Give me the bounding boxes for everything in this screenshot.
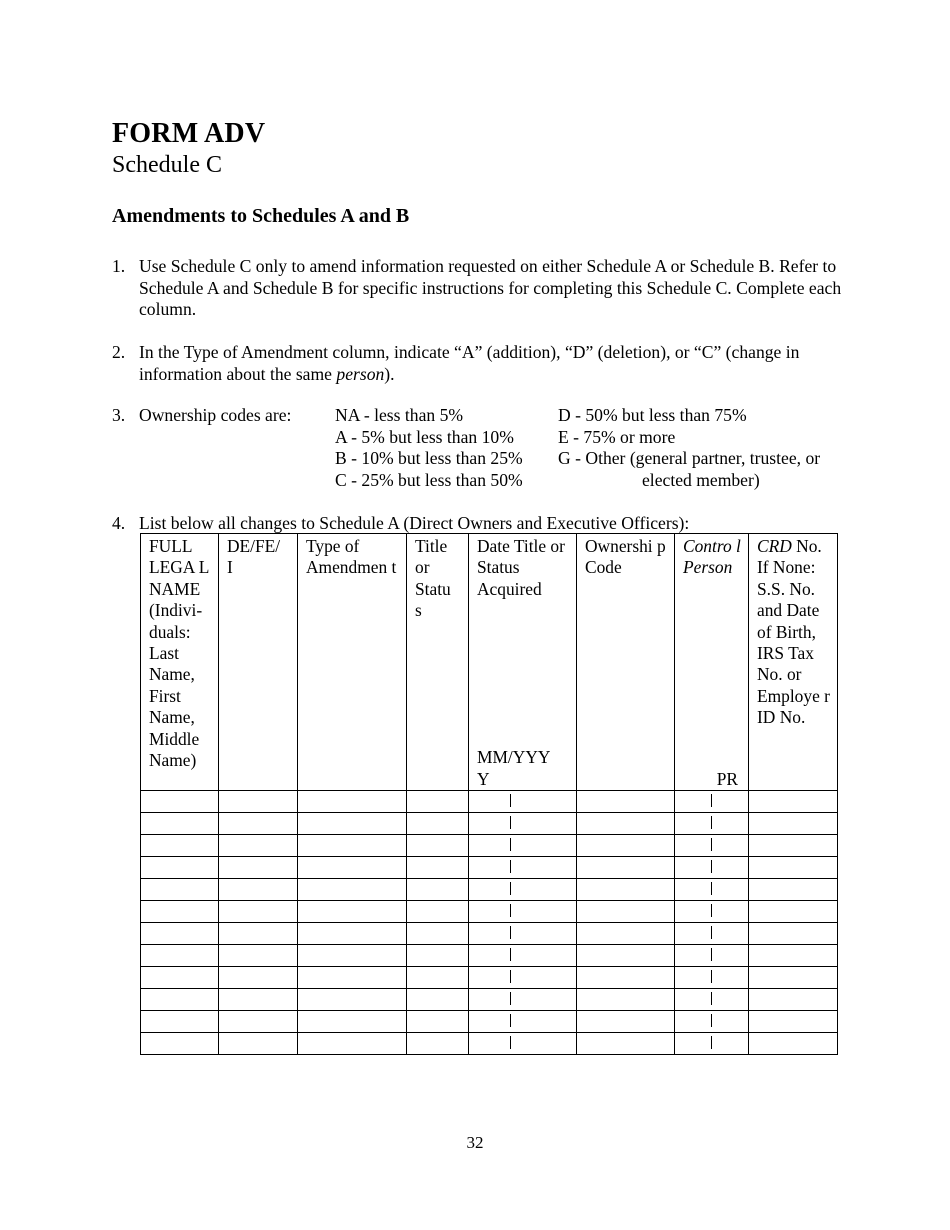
cell-full-name[interactable] — [141, 901, 219, 923]
cell-de-fe-i[interactable] — [219, 813, 298, 835]
date-separator — [510, 948, 511, 961]
amendments-table — [140, 533, 838, 1055]
cell-title-or-status[interactable] — [407, 813, 469, 835]
instruction-2 — [112, 342, 852, 385]
col-header-ownership-code: Ownershi p Code — [577, 534, 675, 791]
cell-ownership-code[interactable] — [577, 1011, 675, 1033]
col-header-type-of-amendment: Type of Amendmen t — [298, 534, 407, 791]
cell-ownership-code[interactable] — [577, 813, 675, 835]
cell-full-name[interactable] — [141, 879, 219, 901]
control-separator — [711, 838, 712, 851]
cell-crd-number[interactable] — [749, 967, 838, 989]
cell-type-of-amendment[interactable] — [298, 901, 407, 923]
control-person-pr-label: PR — [716, 768, 738, 789]
col-header-title-or-status: Title or Statu s — [407, 534, 469, 791]
cell-title-or-status[interactable] — [407, 1033, 469, 1055]
cell-control-person[interactable] — [675, 813, 749, 835]
cell-ownership-code[interactable] — [577, 967, 675, 989]
table-row — [141, 1033, 838, 1055]
control-separator — [711, 992, 712, 1005]
cell-control-person[interactable] — [675, 923, 749, 945]
col-header-de-fe-i: DE/FE/ I — [219, 534, 298, 791]
cell-type-of-amendment[interactable] — [298, 1011, 407, 1033]
cell-title-or-status[interactable] — [407, 923, 469, 945]
cell-full-name[interactable] — [141, 857, 219, 879]
cell-de-fe-i[interactable] — [219, 967, 298, 989]
cell-ownership-code[interactable] — [577, 835, 675, 857]
cell-de-fe-i[interactable] — [219, 791, 298, 813]
cell-type-of-amendment[interactable] — [298, 967, 407, 989]
cell-de-fe-i[interactable] — [219, 945, 298, 967]
cell-control-person[interactable] — [675, 835, 749, 857]
table-row — [141, 813, 838, 835]
cell-title-or-status[interactable] — [407, 945, 469, 967]
table-row — [141, 857, 838, 879]
cell-type-of-amendment[interactable] — [298, 879, 407, 901]
cell-de-fe-i[interactable] — [219, 1011, 298, 1033]
cell-title-or-status[interactable] — [407, 791, 469, 813]
control-separator — [711, 860, 712, 873]
ownership-codes-label: Ownership codes are: — [139, 405, 292, 425]
code-a: A - 5% but less than 10% — [335, 426, 514, 447]
cell-date-acquired[interactable] — [469, 879, 577, 901]
cell-de-fe-i[interactable] — [219, 923, 298, 945]
control-separator — [711, 1036, 712, 1049]
cell-full-name[interactable] — [141, 923, 219, 945]
date-separator — [510, 838, 511, 851]
cell-ownership-code[interactable] — [577, 1033, 675, 1055]
date-separator — [510, 816, 511, 829]
cell-date-acquired[interactable] — [469, 989, 577, 1011]
date-separator — [510, 970, 511, 983]
cell-ownership-code[interactable] — [577, 923, 675, 945]
ownership-codes-left — [335, 405, 523, 491]
date-separator — [510, 904, 511, 917]
cell-de-fe-i[interactable] — [219, 1033, 298, 1055]
instruction-text: In the Type of Amendment column, indicate “A” (addition), “D” (deletion), or “C” (change in information about the same person). — [139, 342, 800, 384]
code-g-continued: elected member) — [642, 469, 760, 490]
cell-crd-number[interactable] — [749, 923, 838, 945]
cell-control-person[interactable] — [675, 1033, 749, 1055]
cell-type-of-amendment[interactable] — [298, 835, 407, 857]
control-separator — [711, 904, 712, 917]
cell-control-person[interactable] — [675, 901, 749, 923]
cell-type-of-amendment[interactable] — [298, 989, 407, 1011]
cell-title-or-status[interactable] — [407, 857, 469, 879]
cell-title-or-status[interactable] — [407, 835, 469, 857]
control-separator — [711, 1014, 712, 1027]
date-separator — [510, 992, 511, 1005]
date-separator — [510, 860, 511, 873]
cell-full-name[interactable] — [141, 967, 219, 989]
control-separator — [711, 948, 712, 961]
table-row — [141, 879, 838, 901]
cell-de-fe-i[interactable] — [219, 879, 298, 901]
cell-date-acquired[interactable] — [469, 857, 577, 879]
control-separator — [711, 970, 712, 983]
cell-date-acquired[interactable] — [469, 1033, 577, 1055]
col-header-control-person: Contro l Person PR — [675, 534, 749, 791]
table-header-row — [141, 534, 838, 791]
cell-title-or-status[interactable] — [407, 989, 469, 1011]
instruction-text: Use Schedule C only to amend information requested on either Schedule A or Schedule B. Refer to Schedule A and Schedule B for specific instructions for completing this Schedule C. Complete each column. — [139, 256, 842, 319]
cell-control-person[interactable] — [675, 1011, 749, 1033]
cell-crd-number[interactable] — [749, 901, 838, 923]
control-separator — [711, 926, 712, 939]
col-header-full-name: FULL LEGA L NAME (Indivi- duals: Last Name, First Name, Middle Name) — [141, 534, 219, 791]
date-separator — [510, 1036, 511, 1049]
instruction-4 — [112, 513, 852, 535]
cell-crd-number[interactable] — [749, 1011, 838, 1033]
cell-type-of-amendment[interactable] — [298, 923, 407, 945]
cell-title-or-status[interactable] — [407, 1011, 469, 1033]
cell-title-or-status[interactable] — [407, 901, 469, 923]
cell-date-acquired[interactable] — [469, 835, 577, 857]
cell-date-acquired[interactable] — [469, 923, 577, 945]
cell-de-fe-i[interactable] — [219, 901, 298, 923]
instruction-1 — [112, 256, 852, 321]
col-header-crd-number: CRD No. If None: S.S. No. and Date of Birth, IRS Tax No. or Employe r ID No. — [749, 534, 838, 791]
cell-ownership-code[interactable] — [577, 989, 675, 1011]
control-separator — [711, 794, 712, 807]
cell-type-of-amendment[interactable] — [298, 1033, 407, 1055]
table-row — [141, 835, 838, 857]
cell-crd-number[interactable] — [749, 857, 838, 879]
cell-control-person[interactable] — [675, 989, 749, 1011]
cell-type-of-amendment[interactable] — [298, 857, 407, 879]
cell-date-acquired[interactable] — [469, 945, 577, 967]
cell-ownership-code[interactable] — [577, 857, 675, 879]
schedule-subtitle: Schedule C — [112, 152, 222, 178]
date-separator — [510, 794, 511, 807]
table-row — [141, 967, 838, 989]
cell-type-of-amendment[interactable] — [298, 945, 407, 967]
date-format-label: MM/YYY Y — [477, 747, 550, 789]
cell-full-name[interactable] — [141, 1033, 219, 1055]
code-c: C - 25% but less than 50% — [335, 469, 523, 490]
cell-title-or-status[interactable] — [407, 879, 469, 901]
table-row — [141, 1011, 838, 1033]
cell-type-of-amendment[interactable] — [298, 791, 407, 813]
cell-control-person[interactable] — [675, 967, 749, 989]
table-row — [141, 901, 838, 923]
code-na: NA - less than 5% — [335, 405, 464, 425]
cell-crd-number[interactable] — [749, 791, 838, 813]
cell-de-fe-i[interactable] — [219, 989, 298, 1011]
cell-date-acquired[interactable] — [469, 967, 577, 989]
code-e: E - 75% or more — [558, 426, 676, 447]
cell-de-fe-i[interactable] — [219, 835, 298, 857]
cell-ownership-code[interactable] — [577, 879, 675, 901]
date-separator — [510, 926, 511, 939]
date-separator — [510, 882, 511, 895]
cell-crd-number[interactable] — [749, 1033, 838, 1055]
cell-control-person[interactable] — [675, 791, 749, 813]
code-d: D - 50% but less than 75% — [558, 405, 747, 425]
cell-full-name[interactable] — [141, 945, 219, 967]
table-row — [141, 945, 838, 967]
control-separator — [711, 882, 712, 895]
cell-date-acquired[interactable] — [469, 901, 577, 923]
ownership-codes — [112, 405, 872, 495]
cell-control-person[interactable] — [675, 879, 749, 901]
control-separator — [711, 816, 712, 829]
cell-date-acquired[interactable] — [469, 813, 577, 835]
section-heading: Amendments to Schedules A and B — [112, 205, 410, 227]
cell-full-name[interactable] — [141, 989, 219, 1011]
cell-crd-number[interactable] — [749, 835, 838, 857]
cell-crd-number[interactable] — [749, 945, 838, 967]
form-title: FORM ADV — [112, 118, 266, 149]
cell-crd-number[interactable] — [749, 879, 838, 901]
cell-control-person[interactable] — [675, 857, 749, 879]
cell-title-or-status[interactable] — [407, 967, 469, 989]
table-row — [141, 923, 838, 945]
cell-full-name[interactable] — [141, 1011, 219, 1033]
cell-date-acquired[interactable] — [469, 1011, 577, 1033]
instruction-number: 3. — [112, 405, 126, 425]
instruction-number: 1. — [112, 256, 126, 276]
cell-crd-number[interactable] — [749, 813, 838, 835]
cell-de-fe-i[interactable] — [219, 857, 298, 879]
table-row — [141, 791, 838, 813]
cell-date-acquired[interactable] — [469, 791, 577, 813]
instruction-number: 4. — [112, 513, 126, 533]
cell-crd-number[interactable] — [749, 989, 838, 1011]
cell-full-name[interactable] — [141, 835, 219, 857]
code-g: G - Other (general partner, trustee, or — [558, 448, 821, 468]
cell-full-name[interactable] — [141, 791, 219, 813]
page-number: 32 — [466, 1133, 484, 1152]
date-separator — [510, 1014, 511, 1027]
instruction-text: List below all changes to Schedule A (Direct Owners and Executive Officers): — [139, 513, 690, 533]
cell-type-of-amendment[interactable] — [298, 813, 407, 835]
col-header-date-acquired: Date Title or Status Acquired MM/YYY Y — [469, 534, 577, 791]
cell-ownership-code[interactable] — [577, 901, 675, 923]
cell-ownership-code[interactable] — [577, 945, 675, 967]
cell-ownership-code[interactable] — [577, 791, 675, 813]
cell-full-name[interactable] — [141, 813, 219, 835]
cell-control-person[interactable] — [675, 945, 749, 967]
ownership-codes-right — [558, 405, 858, 491]
table-row — [141, 989, 838, 1011]
instruction-number: 2. — [112, 342, 126, 362]
code-b: B - 10% but less than 25% — [335, 448, 523, 468]
